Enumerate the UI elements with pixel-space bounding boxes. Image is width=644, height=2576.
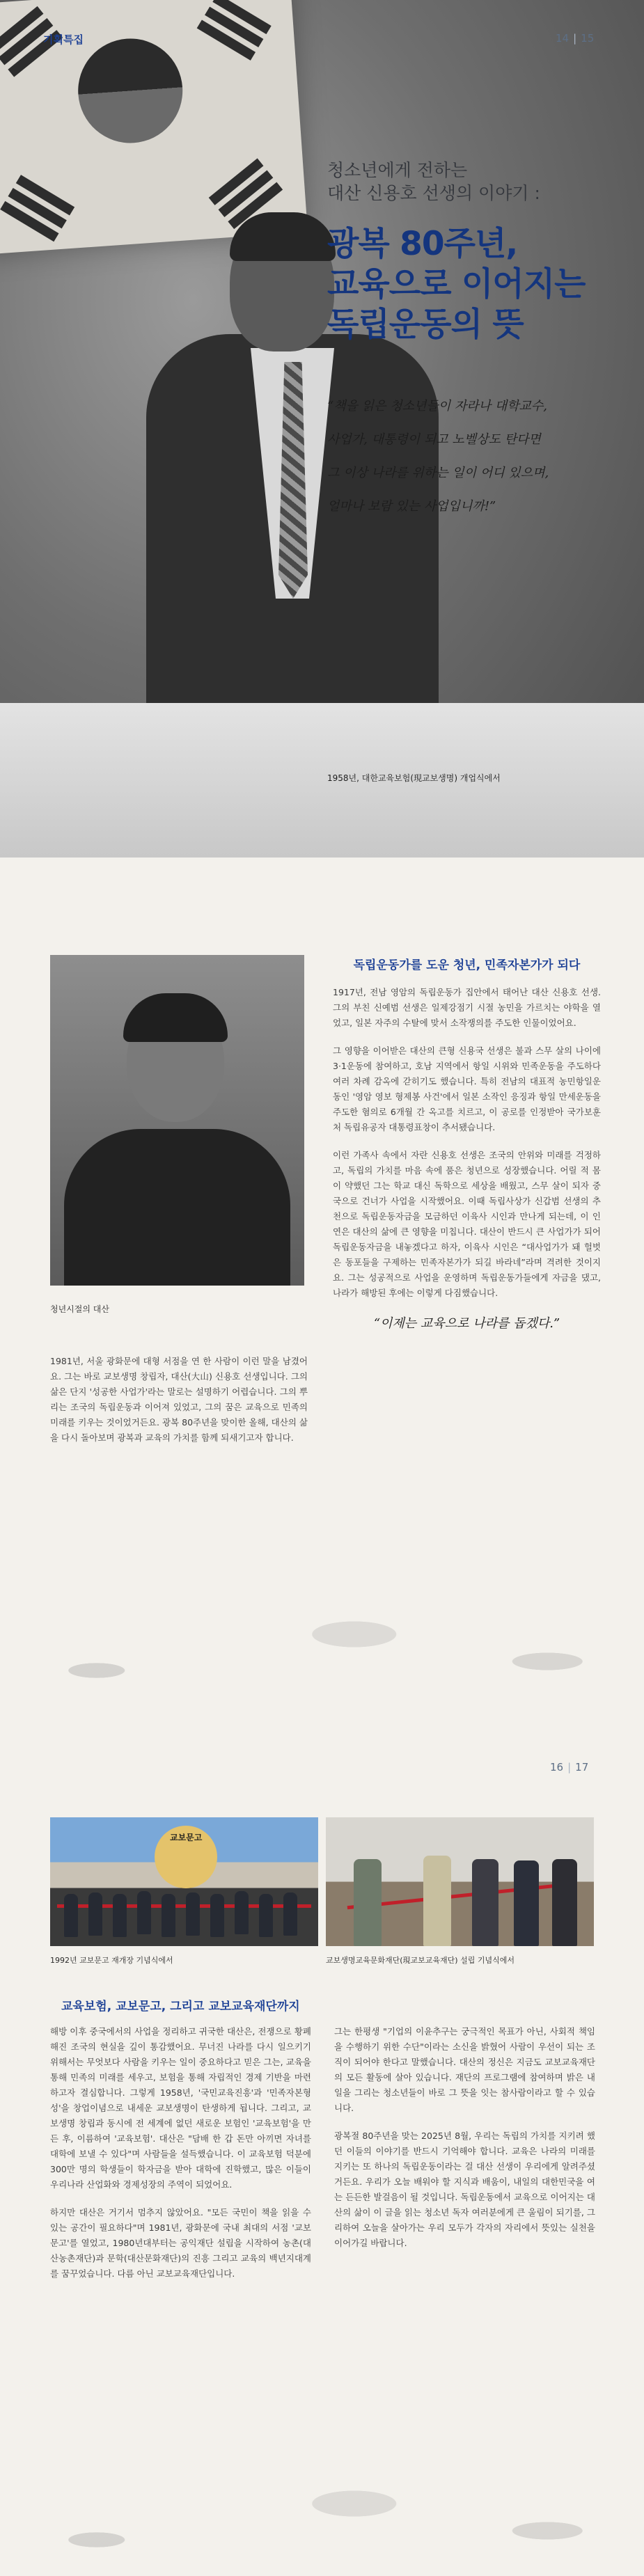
hero-section [0,0,644,858]
quote-line: 얼마나 보람 있는 사업입니까!” [327,499,496,514]
paragraph: 1917년, 전남 영암의 독립운동가 집안에서 태어난 대산 신용호 선생. 그의 부친 신예범 선생은 일제강점기 시절 농민을 가르치는 야학을 열었고, 일본 자주의 수탈에 맞서 소작쟁의를 주도한 인물이었어요. [333,987,601,1028]
section-independence [0,858,644,1716]
paragraph: 하지만 대산은 거기서 멈추지 않았어요. "모든 국민이 책을 읽을 수 있는 공간이 필요하다"며 1981년, 광화문에 국내 최대의 서점 '교보문고'를 열었고, 1980년대부터는 공익재단 설립을 시작하여 농촌(대산농촌재단)과 문학(대산문화재단)의 진흥 그리고 교육의 백년지대계를 꿈꾸었습니다. 다름 아닌 교보교육재단입니다. [50,2207,311,2279]
hero-caption: 1958년, 대한교육보험(現교보생명) 개업식에서 [327,773,501,783]
section1-title: 독립운동가를 도운 청년, 민족자본가가 되다 [353,958,581,972]
section1-left-column [50,1354,308,1458]
hero-title [327,224,620,345]
page-numbers: 14 | 15 [556,32,595,45]
page-number-left: 16 [550,1761,564,1773]
trigram-icon [197,0,272,61]
hero-subtitle [327,159,620,205]
page-number-right: 17 [575,1761,589,1773]
section2-title: 교육보험, 교보문고, 그리고 교보교육재단까지 [61,2000,300,2014]
ink-wash-illustration [0,2395,644,2576]
paragraph: 그는 한평생 "기업의 이윤추구는 궁극적인 목표가 아닌, 사회적 책임을 수행하기 위한 수단"이라는 소신을 밝혔어 사람이 우선이 되는 조직이 되어야 한다고 말했습니다. 대산의 정신은 지금도 교보교육재단의 모든 활동에 살아 있습니다. 재단의 프로그램에 참여하며 밝은 내일을 그리는 청소년들이 바로 그 뜻을 잇는 참사람이라고 할 수 있습니다. [334,2026,595,2113]
paragraph: 이런 가족사 속에서 자란 신용호 선생은 조국의 안위와 미래를 걱정하고, 독립의 가치를 마음 속에 품은 청년으로 성장했습니다. 어릴 적 몸이 약했던 그는 학교 대신 독학으로 세상을 배웠고, 스무 살이 되자 중국으로 건너가 사업을 시작했어요. 이때 독립사상가 신갑범 선생의 추천으로 독립운동자금을 모금하던 이육사 시인과 만나게 되는데, 이 인연은 대산의 삶에 큰 영향을 미칩니다. 대산이 반드시 큰 사업가가 되어 독립운동자금을 내놓겠다고 하자, 이육사 시인은 “대사업가가 돼 헐벗은 동포들을 구제하는 민족자본가가 되길 바라네”라며 격려한 것이지요. 그는 성공적으로 사업을 운영하며 독립운동가들에게 자금을 댔고, 나라가 해방된 후에는 이렇게 다짐했습니다. [333,1150,601,1298]
section1-right-column [333,955,601,1332]
photo2-caption: 교보생명교육문화재단(現교보교육재단) 설립 기념식에서 [326,1956,515,1965]
title-line: 광복 80주년, [327,225,518,263]
paragraph: 그 영향을 이어받은 대산의 큰형 신용국 선생은 불과 스무 살의 나이에 3·1운동에 참여하고, 호남 지역에서 항일 시위와 민족운동을 주도하다 여러 차례 감옥에 갇히기도 했습니다. 특히 전남의 대표적 농민항일운동인 '영암 영보 형제봉 사건'에서 일본 소작인 응징과 항일 만세운동을 주도한 혐의로 6개월 간 옥고를 치르고, 이 공로를 인정받아 국가보훈처 독립유공자 대통령표창이 추서됐습니다. [333,1045,601,1132]
section-education [0,1716,644,2575]
title-line: 교육으로 이어지는 [327,265,586,303]
section-tag: 기획특집 [43,33,84,46]
subtitle-line: 대산 신용호 선생의 이야기 : [327,183,540,203]
section2-right-column [334,2024,595,2263]
quote-line: 사업가, 대통령이 되고 노벨상도 탄다면 [327,432,541,447]
intro-paragraph: 1981년, 서울 광화문에 대형 서점을 연 한 사람이 이런 말을 남겼어요. 그는 바로 교보생명 창립자, 대산(大山) 신용호 선생입니다. 그의 삶은 단지 '성공한 사업가'라는 말로는 설명하기 어렵습니다. 그의 뿌리는 조국의 독립운동과 이어져 있었고, 그의 꿈은 교육으로 민족의 미래를 키우는 것이었거든요. 광복 80주년을 맞이한 올해, 대산의 삶을 다시 돌아보며 광복과 교육의 가치를 함께 되새기고자 합니다. [50,1356,308,1443]
foundation-ceremony-photo [326,1817,594,1946]
podium [0,703,644,858]
ink-wash-illustration [0,1526,644,1707]
taeguk-symbol [74,35,186,146]
hero-quote [327,390,606,523]
trigram-icon [0,175,74,242]
youth-portrait-photo [50,955,304,1286]
bookstore-sign: 교보문고 [170,1833,203,1842]
page-number-left: 14 [556,32,570,45]
paragraph: 해방 이후 중국에서의 사업을 정리하고 귀국한 대산은, 전쟁으로 황폐해진 조국의 현실을 깊이 통감했어요. 무너진 나라를 다시 일으키기 위해서는 무엇보다 사람을 키우는 일이 중요하다고 믿은 그는, 교육을 통해 민족의 미래를 세우고, 보험을 통해 자립적인 경제 기반을 마련하고자 결심합니다. 그렇게 1958년, '국민교육진흥'과 '민족자본형성'을 창업이념으로 내세운 교보생명이 탄생하게 됩니다. 그리고, 교보생명 창립과 동시에 전 세계에 없던 새로운 보험인 '교육보험'을 만든 후, 이름하여 '교육보험'. 대산은 "담배 한 갑 돈만 아끼면 자녀를 대학에 보낼 수 있다"며 사람들을 설득했습니다. 이 교육보험 덕분에 300만 명의 학생들이 학자금을 받아 대학에 진학했고, 많은 이들이 우리나라 산업화와 경제성장의 주역이 되었어요. [50,2026,311,2190]
bookstore-reopening-photo [50,1817,318,1946]
quote-line: “책을 읽은 청소년들이 자라나 대학교수, [327,399,548,413]
subtitle-line: 청소년에게 전하는 [327,160,468,180]
page-numbers: 16 | 17 [550,1761,589,1773]
title-line: 독립운동의 뜻 [327,306,524,344]
page-number-right: 15 [581,32,595,45]
section2-left-column [50,2024,311,2294]
photo1-caption: 1992년 교보문고 재개장 기념식에서 [50,1956,173,1965]
quote-line: 그 이상 나라를 위하는 일이 어디 있으며, [327,466,549,480]
portrait-caption: 청년시절의 대산 [50,1304,109,1314]
paragraph: 광복절 80주년을 맞는 2025년 8월, 우리는 독립의 가치를 지키려 했던 이들의 이야기를 반드시 기억해야 합니다. 교육은 나라의 미래를 지키는 또 하나의 독립운동이라는 걸 대산 선생이 우리에게 알려주셨거든요. 우리가 오늘 배워야 할 지식과 배움이, 내일의 대한민국을 여는 든든한 발걸음이 될 것입니다. 독립운동에서 교육으로 이어지는 대산의 삶이 이 글을 읽는 청소년 독자 여러분에게 큰 울림이 되기를, 그리하여 오늘을 살아가는 우리 모두가 각자의 자리에서 뜻있는 실천을 이어가길 바랍니다. [334,2131,595,2248]
pull-quote: “이제는 교육으로 나라를 돕겠다.” [373,1316,560,1331]
